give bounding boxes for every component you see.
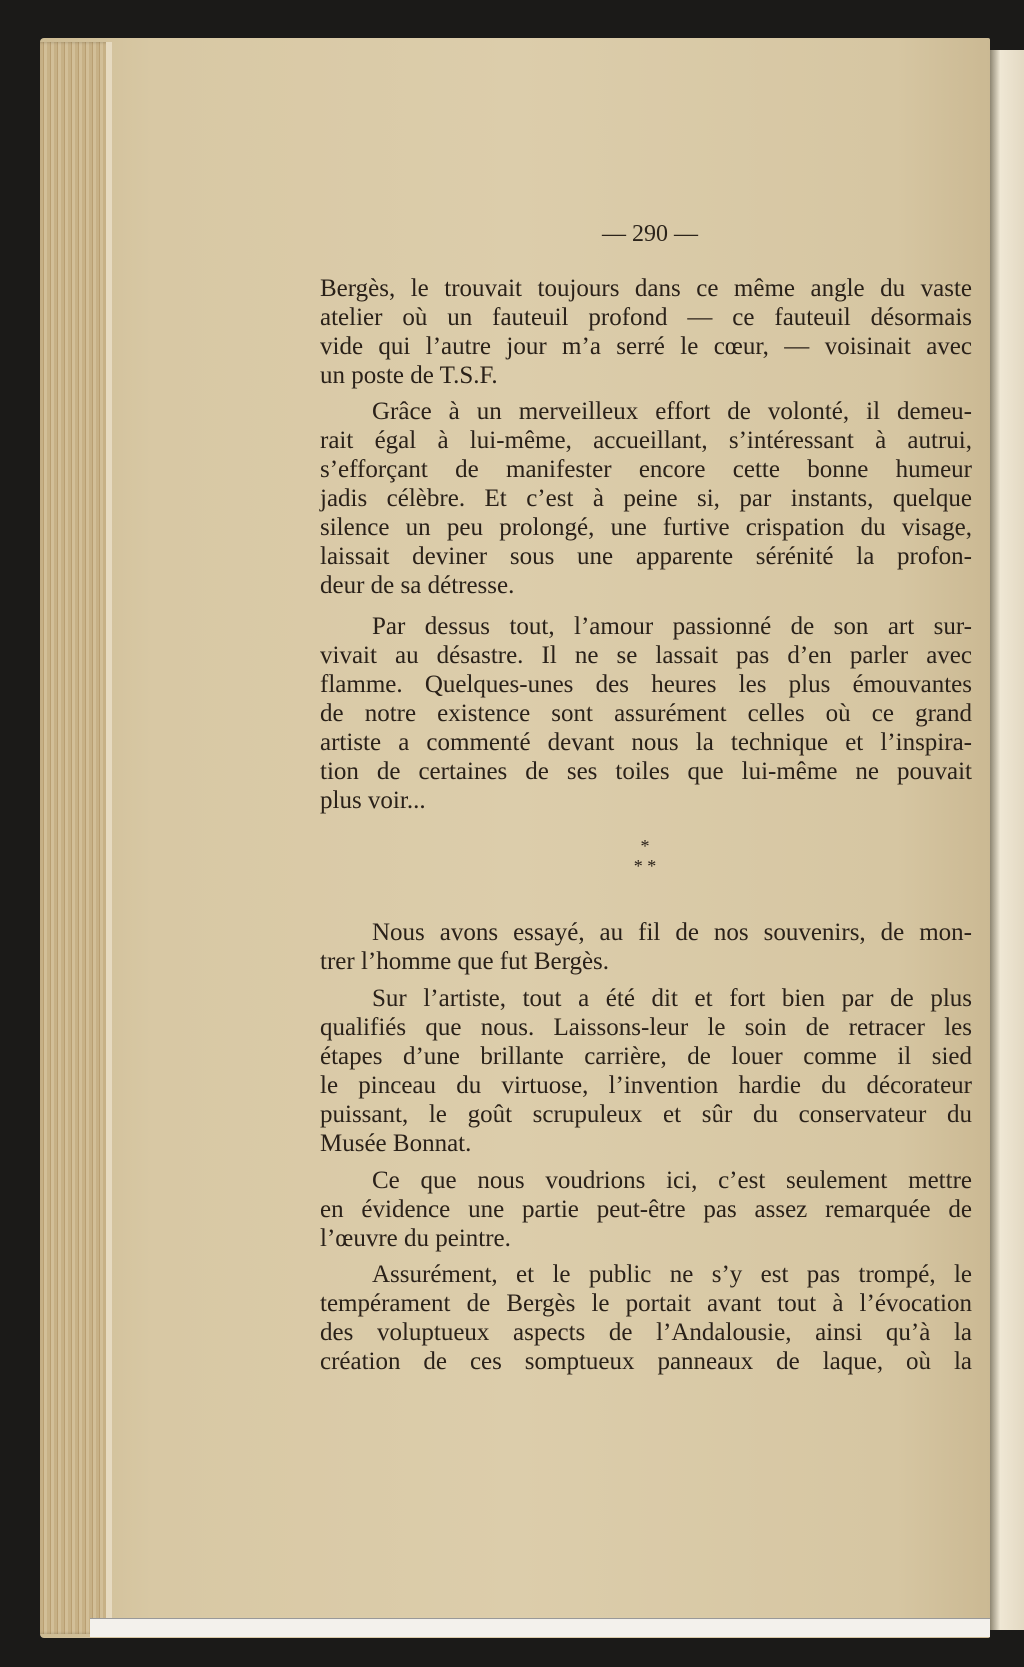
text-line: trer l’homme que fut Bergès. — [320, 948, 610, 975]
text-line: un poste de T.S.F. — [320, 362, 498, 389]
text-line: tempérament de Bergès le portait avant tout à l’évocation — [320, 1290, 972, 1317]
text-line: Grâce à un merveilleux effort de volonté, il demeu- — [372, 398, 972, 425]
text-line: le pinceau du virtuose, l’invention hardie du décorateur — [320, 1072, 972, 1099]
text-line: l’œuvre du peintre. — [320, 1225, 511, 1252]
text-line: de notre existence sont assurément celles où ce grand — [320, 700, 972, 727]
text-line: des voluptueux aspects de l’Andalousie, ainsi qu’à la — [320, 1319, 972, 1346]
facing-page-edge — [990, 50, 1024, 1630]
text-line: tion de certaines de ses toiles que lui-même ne pouvait — [320, 758, 972, 785]
text-line: qualifiés que nous. Laissons-leur le soin de retracer les — [320, 1014, 972, 1041]
text-line: silence un peu prolongé, une furtive crispation du visage, — [320, 514, 972, 541]
text-line: puissant, le goût scrupuleux et sûr du conservateur du — [320, 1101, 972, 1128]
paragraph — [320, 397, 972, 600]
text-line: deur de sa détresse. — [320, 572, 515, 599]
text-line: création de ces somptueux panneaux de laque, où la — [320, 1348, 972, 1375]
page-gutter — [106, 42, 112, 1634]
paragraph — [320, 1166, 972, 1253]
paragraph — [320, 984, 972, 1158]
text-line: vivait au désastre. Il ne se lassait pas d’en parler avec — [320, 642, 972, 669]
text-line: Ce que nous voudrions ici, c’est seulement mettre — [372, 1167, 972, 1194]
text-line: flamme. Quelques-unes des heures les plus émouvantes — [320, 671, 972, 698]
bottom-page-strip — [90, 1618, 990, 1637]
text-line: Nous avons essayé, au fil de nos souvenirs, de mon- — [372, 919, 972, 946]
text-line: s’efforçant de manifester encore cette bonne humeur — [320, 456, 972, 483]
paragraph — [320, 612, 972, 815]
separator-top: * — [640, 836, 650, 856]
text-line: Sur l’artiste, tout a été dit et fort bien par de plus — [372, 985, 972, 1012]
text-line: atelier où un fauteuil profond — ce fauteuil désormais — [320, 304, 972, 331]
page-edges — [40, 42, 112, 1634]
paragraph — [320, 918, 972, 976]
text-line: jadis célèbre. Et c’est à peine si, par instants, quelque — [320, 485, 972, 512]
text-line: rait égal à lui-même, accueillant, s’intéressant à autrui, — [320, 427, 972, 454]
section-separator — [610, 836, 680, 876]
text-line: étapes d’une brillante carrière, de louer comme il sied — [320, 1043, 972, 1070]
text-line: en évidence une partie peut-être pas assez remarquée de — [320, 1196, 972, 1223]
text-line: laissait deviner sous une apparente sérénité la profon- — [320, 543, 972, 570]
text-line: Musée Bonnat. — [320, 1130, 472, 1157]
text-line: artiste a commenté devant nous la technique et l’inspira- — [320, 729, 972, 756]
text-line: Assurément, et le public ne s’y est pas trompé, le — [372, 1261, 972, 1288]
text-line: Par dessus tout, l’amour passionné de son art sur- — [372, 613, 972, 640]
text-line: Bergès, le trouvait toujours dans ce même angle du vaste — [320, 275, 972, 302]
separator-bottom: * * — [633, 856, 657, 876]
paragraph — [320, 1260, 972, 1376]
page-number: — 290 — — [602, 221, 698, 247]
text-line: vide qui l’autre jour m’a serré le cœur, — voisinait avec — [320, 333, 972, 360]
paragraph — [320, 274, 972, 390]
text-line: plus voir... — [320, 787, 426, 814]
